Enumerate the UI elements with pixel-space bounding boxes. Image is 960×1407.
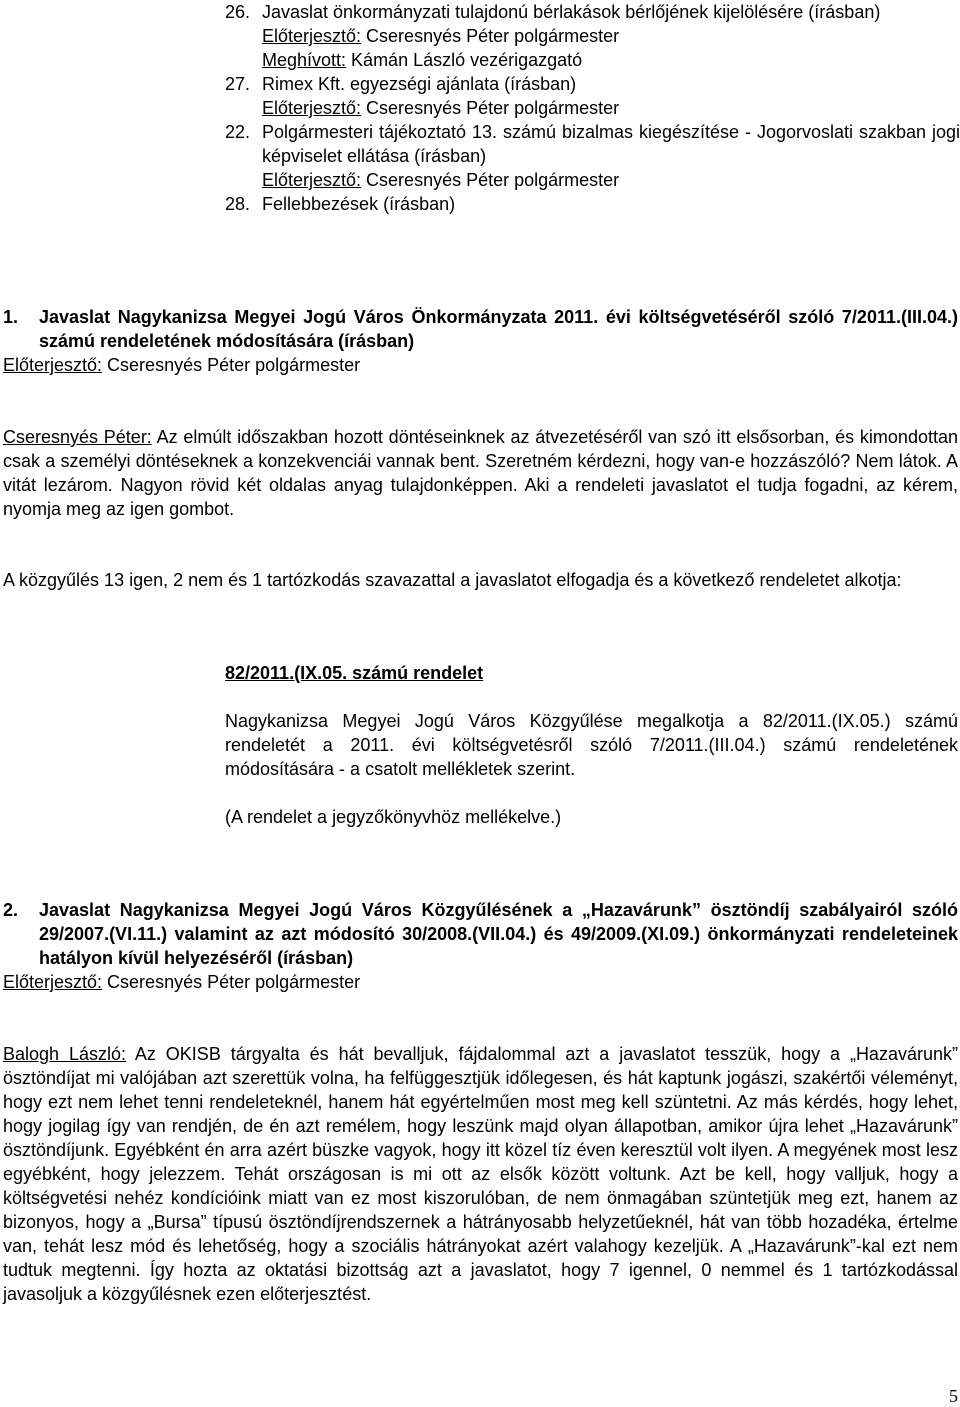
speaker-name: Balogh László: [3,1044,126,1064]
speech-paragraph [3,425,958,521]
agenda-presenter-line [225,24,960,48]
agenda-invited-line [225,48,960,72]
section-title: Javaslat Nagykanizsa Megyei Jogú Város Közgyűlésének a „Hazavárunk” ösztöndíj szabályairól szóló 29/2007.(VI.11.) valamint az azt módosító 30/2008.(VII.04.) és 49/2009.(XI.09.) önkormányzati rendeleteinek hatályon kívül helyezéséről (írásban) [39,900,958,968]
section-presenter-line [3,970,958,994]
section-number: 1. [3,307,19,327]
section-title: Javaslat Nagykanizsa Megyei Jogú Város Önkormányzata 2011. évi költségvetéséről szóló 7/2011.(III.04.) számú rendeletének módosítására (írásban) [39,307,958,351]
vote-text: A közgyűlés 13 igen, 2 nem és 1 tartózkodás szavazattal a javaslatot elfogadja és a következő rendeletet alkotja: [3,570,902,590]
presenter-name: Cseresnyés Péter polgármester [361,26,620,46]
presenter-label: Előterjesztő: [3,972,103,992]
speech-text: Az elmúlt időszakban hozott döntéseinknek az átvezetéséről van szó itt elsősorban, és kimondottan csak a személyi döntéseknek a konzekvenciái vannak bent. Szeretném kérdezni, hogy van-e hozzászóló? Nem látok. A vitát lezárom. Nagyon rövid két oldalas anyag tulajdonképpen. Aki a rendeleti javaslatot el tudja fogadni, az kérem, nyomja meg az igen gombot. [3,427,958,519]
agenda-item-number: 26. [225,2,251,22]
presenter-label: Előterjesztő: [262,170,362,190]
presenter-label: Előterjesztő: [262,98,362,118]
decree-block [225,661,958,829]
agenda-item-28 [225,192,960,216]
decree-note: (A rendelet a jegyzőkönyvhöz mellékelve.) [225,807,562,827]
decree-text: Nagykanizsa Megyei Jogú Város Közgyűlése megalkotja a 82/2011.(IX.05.) számú rendeletét a 2011. évi költségvetésről szóló 7/2011.(III.04.) számú rendeletének módosítására - a csatolt mellékletek szerint. [225,711,958,779]
agenda-item-number: 28. [225,194,251,214]
section-1-heading [3,305,958,377]
agenda-item-text: Polgármesteri tájékoztató 13. számú bizalmas kiegészítése - Jogorvoslati szakban jogi képviselet ellátása (írásban) [262,122,960,166]
agenda-list [225,0,960,216]
presenter-name: Cseresnyés Péter polgármester [361,170,620,190]
agenda-item-26 [225,0,960,24]
section-presenter-line [3,353,958,377]
agenda-presenter-line [225,96,960,120]
speech-paragraph [3,1042,958,1306]
presenter-name: Cseresnyés Péter polgármester [102,972,361,992]
decree-title: 82/2011.(IX.05. számú rendelet [225,663,484,683]
section-number: 2. [3,900,19,920]
presenter-label: Előterjesztő: [3,355,103,375]
agenda-item-text: Fellebbezések (írásban) [262,194,456,214]
invited-name: Kámán László vezérigazgató [346,50,583,70]
speech-text: Az OKISB tárgyalta és hát bevalljuk, fájdalommal azt a javaslatot tesszük, hogy a „Hazavárunk” ösztöndíjat mi valójában azt szerettük volna, ha felfüggesztjük időlegesen, és hát kaptunk jogászi, szakértői véleményt, hogy ezt nem lehet tenni rendeleteknél, hanem hát egyértelműen most meg kell szüntetni. Az más kérdés, hogy lehet, hogy jogilag így van rendjén, de én azt remélem, hogy leszünk majd olyan állapotban, amikor újra lehet „Hazavárunk” ösztöndíjunk. Egyébként én arra azért büszke vagyok, hogy itt közel tíz éven keresztül volt ilyen. A megyének most lesz egyébként, hogy jelezzem. Tehát országosan is mi ott az elsők között voltunk. Azt be kell, hogy valljuk, hogy a költségvetési nehéz kondícióink miatt van ez most kiszorulóban, de nem önmagában szüntetjük meg ezt, hanem az bizonyos, hogy a „Bursa” típusú ösztöndíjrendszernek a hátrányosabb helyzetűeknél, hát van több hozadéka, értelme van, tehát lesz mód és lehetőség, hogy a szociális hátrányokat azért valahogy kezeljük. A „Hazavárunk”-kal ezt nem tudtuk megtenni. Így hozta az oktatási bizottság azt a javaslatot, hogy 7 igennel, 0 nemmel és 1 tartózkodással javasoljuk a közgyűlésnek ezen előterjesztést. [3,1044,958,1304]
presenter-label: Előterjesztő: [262,26,362,46]
presenter-name: Cseresnyés Péter polgármester [102,355,361,375]
agenda-item-number: 27. [225,74,251,94]
agenda-item-text: Javaslat önkormányzati tulajdonú bérlakások bérlőjének kijelölésére (írásban) [262,2,881,22]
agenda-presenter-line [225,168,960,192]
agenda-item-text: Rimex Kft. egyezségi ajánlata (írásban) [262,74,577,94]
speaker-name: Cseresnyés Péter: [3,427,152,447]
vote-paragraph [3,568,958,592]
section-2-heading [3,898,958,994]
agenda-item-22 [225,120,960,168]
agenda-item-27 [225,72,960,96]
page-number: 5 [949,1386,958,1406]
invited-label: Meghívott: [262,50,347,70]
presenter-name: Cseresnyés Péter polgármester [361,98,620,118]
agenda-item-number: 22. [225,122,251,142]
